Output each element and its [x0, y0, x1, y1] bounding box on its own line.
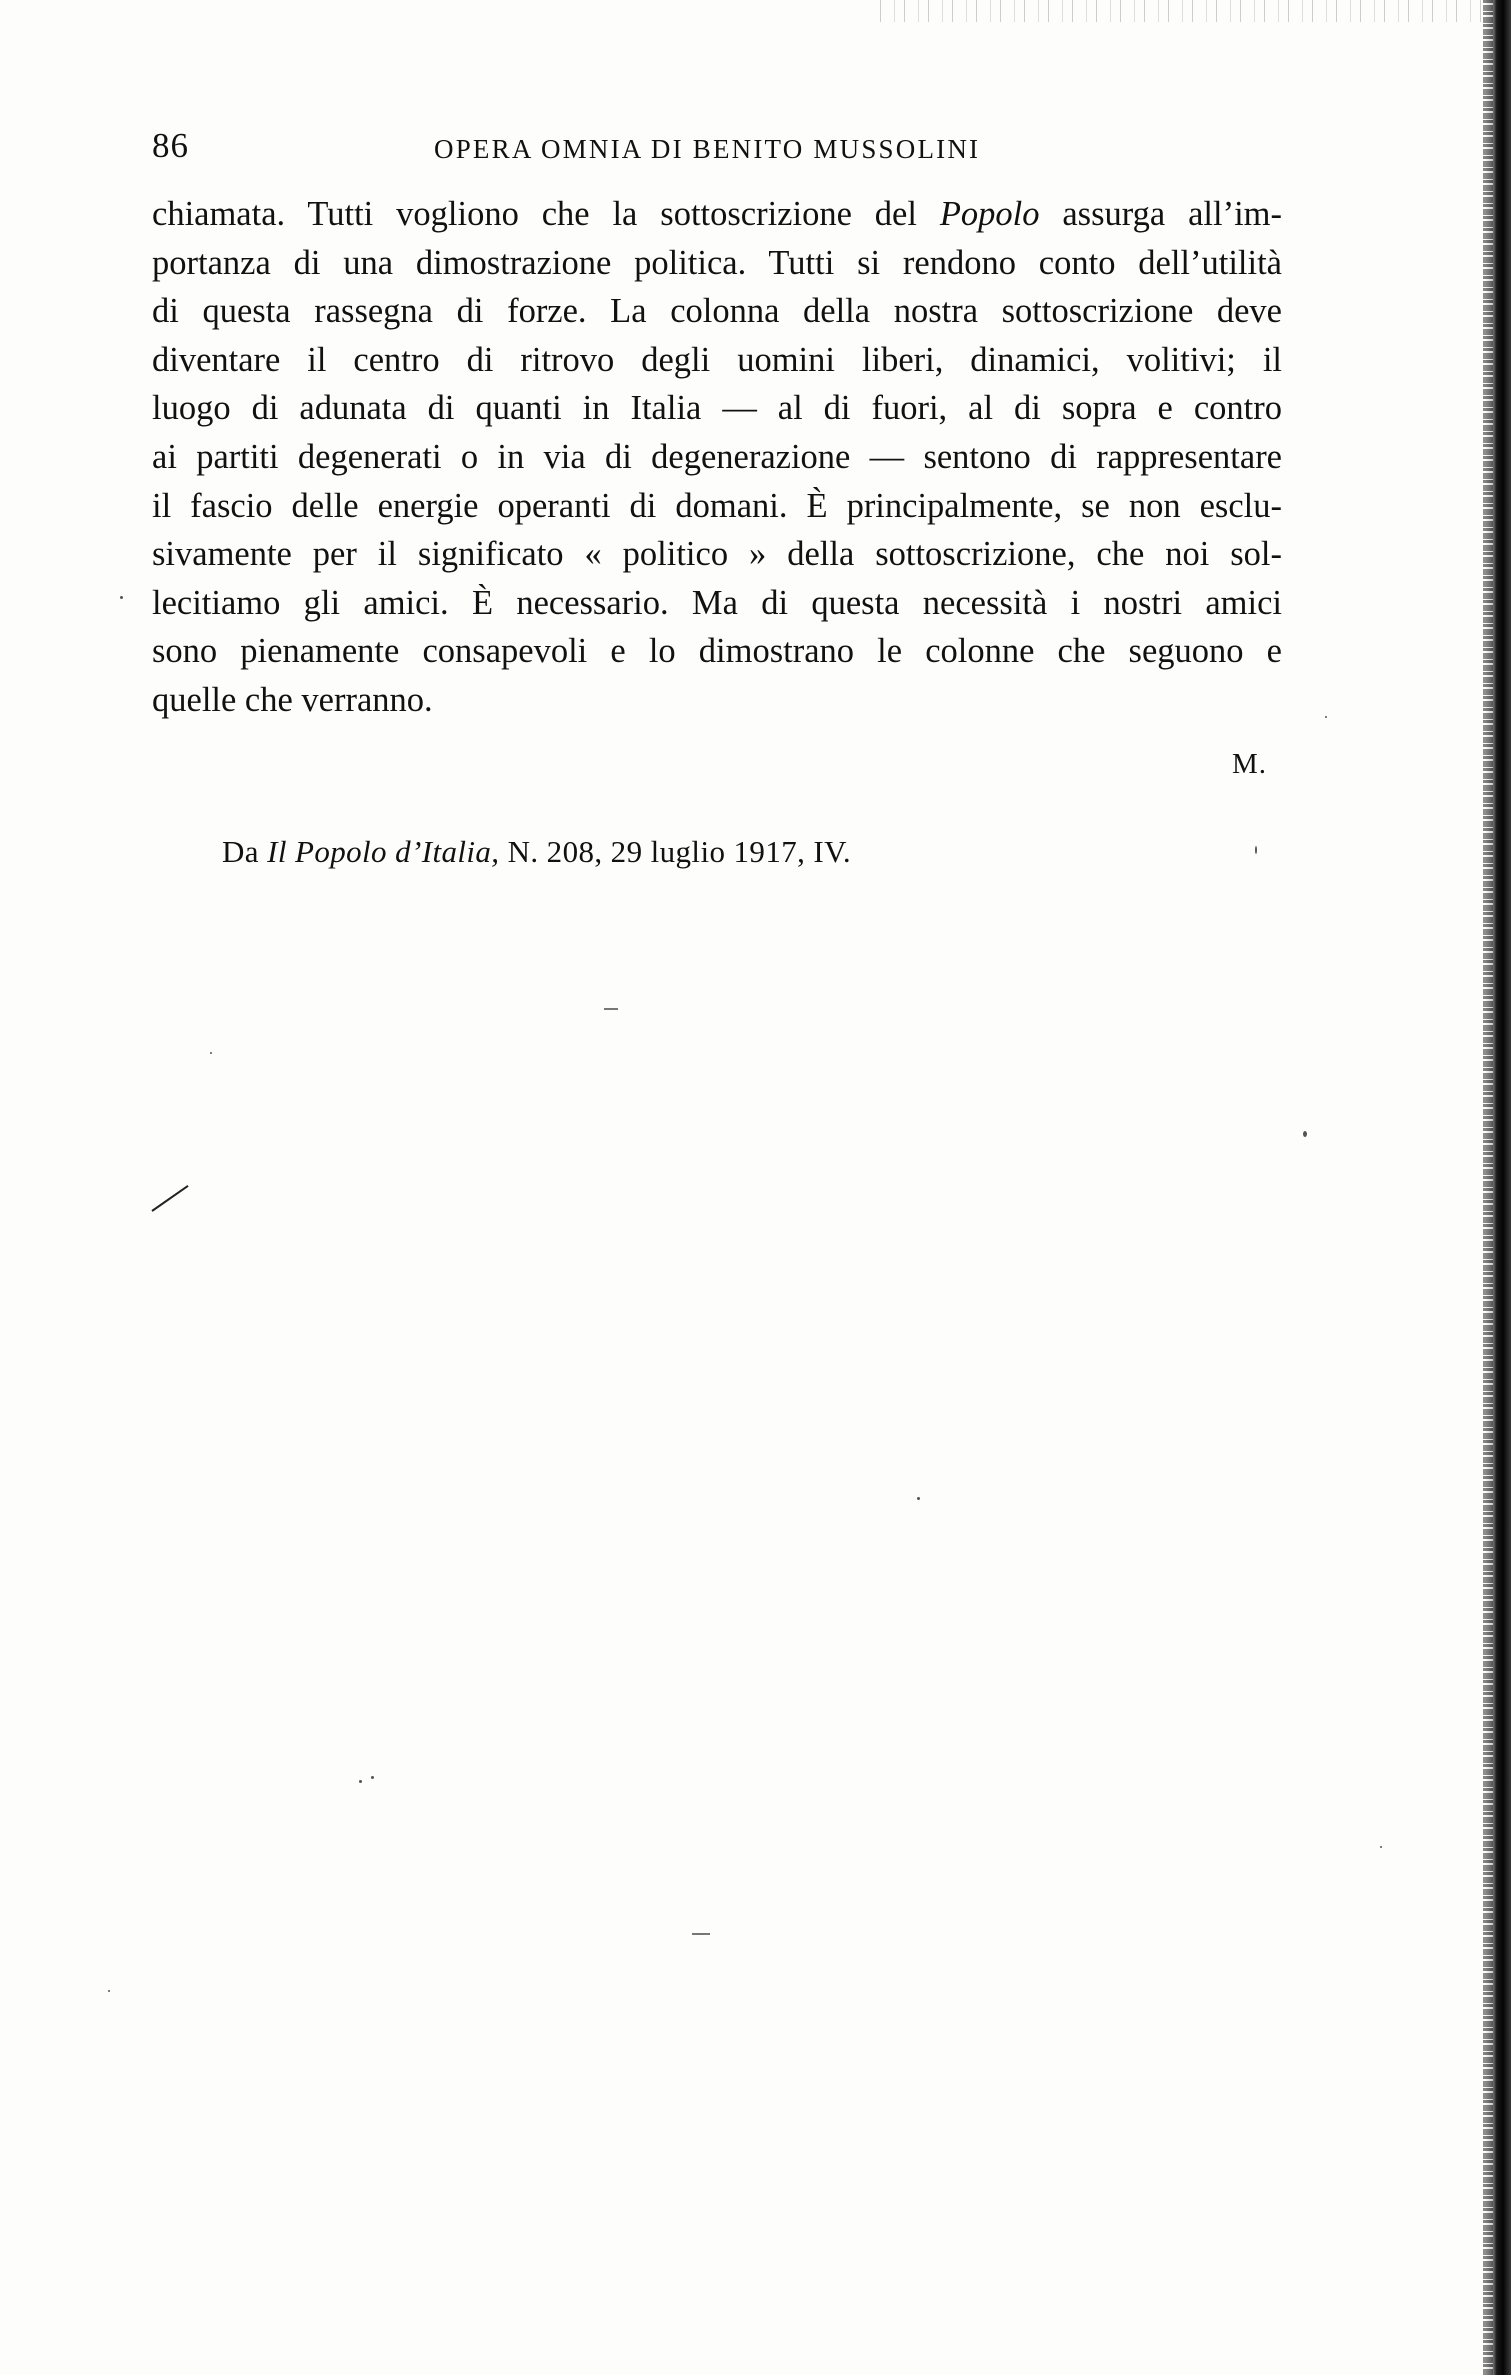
text-line: il fascio delle energie operanti di domani. È principalmente, se non esclu-	[152, 486, 1282, 525]
scan-speck	[359, 1780, 362, 1783]
text-line: portanza di una dimostrazione politica. Tutti si rendono conto dell’utilità	[152, 243, 1282, 282]
book-binding-texture	[1483, 0, 1493, 2375]
scan-noise	[871, 0, 1511, 22]
author-signature: M.	[1232, 748, 1268, 780]
scan-speck	[371, 1776, 374, 1779]
text-line: lecitiamo gli amici. È necessario. Ma di questa necessità i nostri amici	[152, 583, 1282, 622]
body-text	[152, 190, 1282, 725]
text-line: sono pienamente consapevoli e lo dimostrano le colonne che seguono e	[152, 632, 1282, 671]
text-line: ai partiti degenerati o in via di degenerazione — sentono di rappresentare	[152, 437, 1282, 476]
scan-mark	[604, 1008, 618, 1010]
scan-speck	[1303, 1131, 1307, 1137]
running-title: OPERA OMNIA DI BENITO MUSSOLINI	[434, 134, 981, 164]
running-head	[152, 122, 1282, 182]
text-line: di questa rassegna di forze. La colonna della nostra sottoscrizione deve	[152, 292, 1282, 331]
scan-speck	[917, 1497, 920, 1500]
text-line: sivamente per il significato « politico » della sottoscrizione, che noi sol-	[152, 535, 1282, 574]
scan-mark	[692, 1933, 710, 1935]
scan-speck	[120, 596, 123, 599]
source-publication: Il Popolo d’Italia,	[267, 834, 500, 869]
scan-speck	[108, 1990, 110, 1992]
text-line: quelle che verranno.	[152, 680, 433, 719]
scan-speck	[1255, 846, 1257, 854]
scan-speck	[1325, 716, 1327, 718]
page-number: 86	[152, 126, 189, 165]
scan-speck	[1380, 1846, 1382, 1848]
text-line: diventare il centro di ritrovo degli uomini liberi, dinamici, volitivi; il	[152, 340, 1282, 379]
scan-speck	[210, 1052, 212, 1054]
italic-title: Popolo	[939, 195, 1040, 233]
source-citation: Da Il Popolo d’Italia, N. 208, 29 luglio 1917, IV.	[222, 834, 852, 869]
text-line: chiamata. Tutti vogliono che la sottoscrizione del Popolo assurga all’im-	[152, 195, 1282, 233]
text-line: luogo di adunata di quanti in Italia — al di fuori, al di sopra e contro	[152, 389, 1282, 428]
scan-mark	[151, 1185, 188, 1212]
